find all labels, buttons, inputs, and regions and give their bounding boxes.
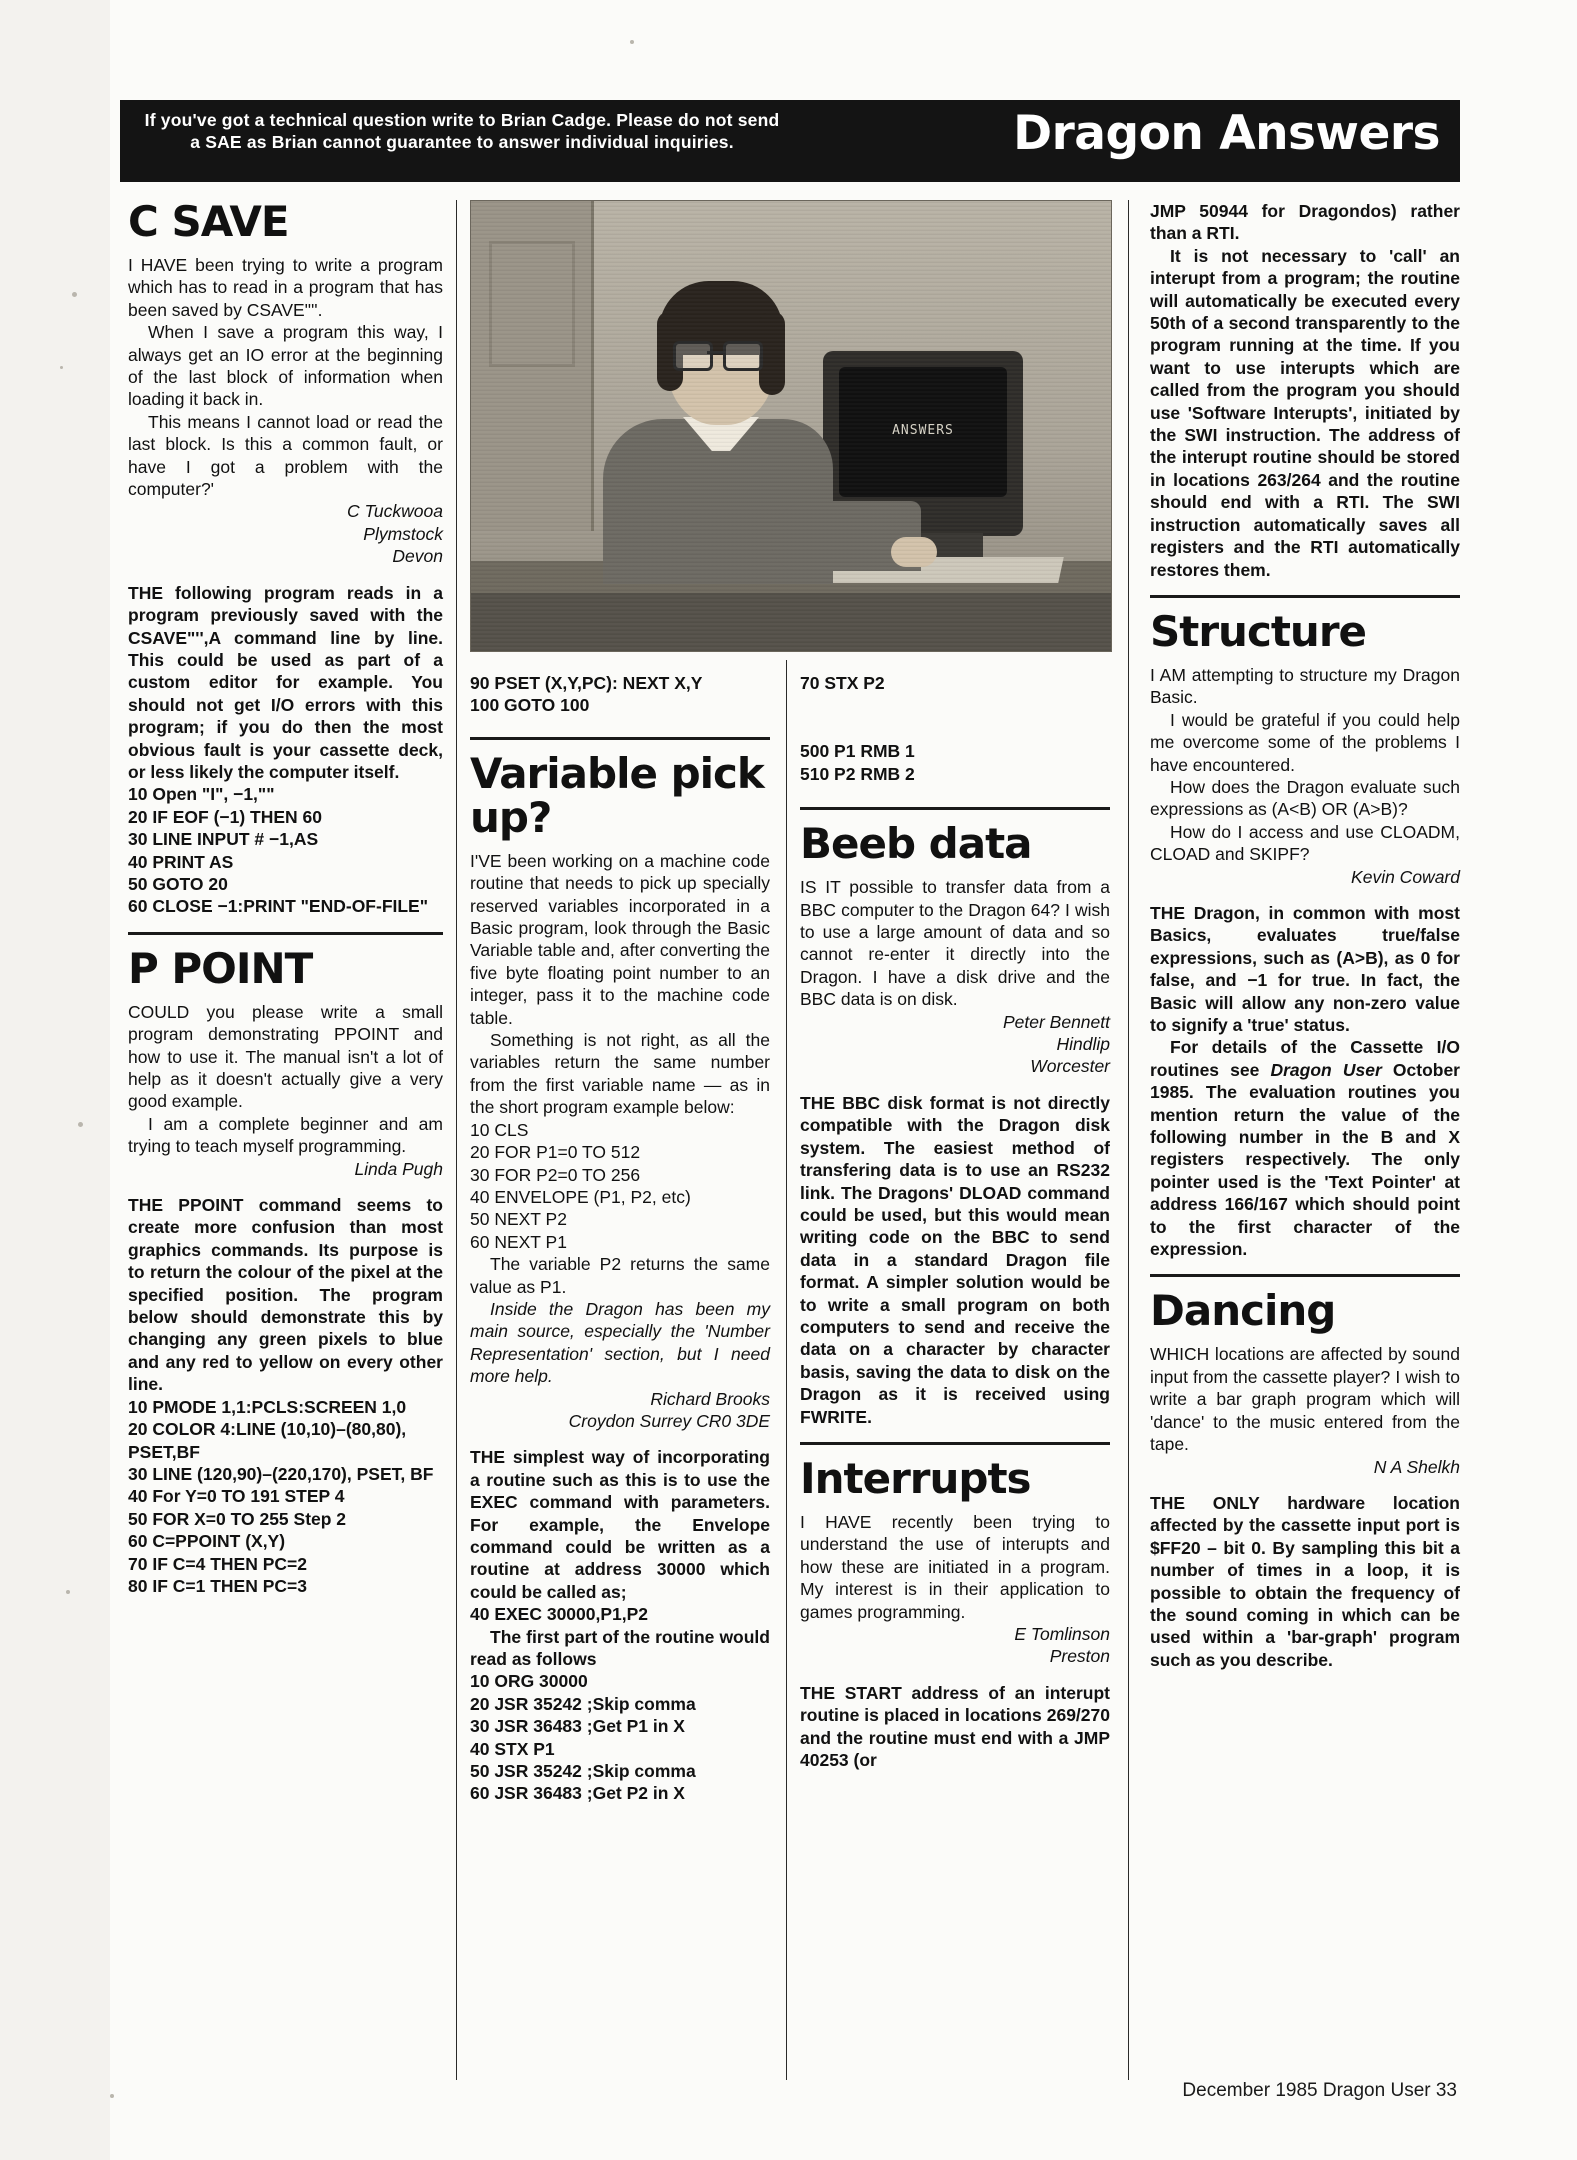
variable-signature-name: Richard Brooks <box>650 1388 770 1409</box>
ppoint-code-line: 50 FOR X=0 TO 255 Step 2 <box>128 1508 347 1529</box>
beeb-signature-town: Hindlip <box>1056 1034 1110 1055</box>
variable-code-line: 50 NEXT P2 <box>470 1209 567 1230</box>
masthead-bar <box>120 100 1460 182</box>
csave-code-line: 60 CLOSE −1:PRINT "END-OF-FILE" <box>128 896 429 917</box>
variable-code-cont: 70 STX P2 <box>800 673 885 693</box>
ppoint-signature: Linda Pugh <box>354 1158 443 1179</box>
column-rule-1 <box>456 200 457 2080</box>
variable-q4: Inside the Dragon has been my main source, especially the 'Number Representation' section, but I need more help. <box>470 1298 770 1387</box>
variable-answer-code: 40 EXEC 30000,P1,P2 <box>470 1604 649 1625</box>
variable-q3: The variable P2 returns the same value as P1. <box>470 1254 770 1297</box>
variable-code2-line: 60 JSR 36483 ;Get P2 in X <box>470 1783 685 1804</box>
ppoint-code-line: 10 PMODE 1,1:PCLS:SCREEN 1,0 <box>128 1396 407 1417</box>
csave-signature-name: C Tuckwooa <box>347 501 443 522</box>
csave-q3: This means I cannot load or read the last block. Is this a common fault, or have I got a problem with the computer?' <box>128 411 443 500</box>
variable-code2-line: 10 ORG 30000 <box>470 1671 588 1692</box>
ppoint-q2: I am a complete beginner and am trying to teach myself programming. <box>128 1113 443 1157</box>
csave-signature-county: Devon <box>392 546 443 567</box>
masthead-note: If you've got a technical question write to Brian Cadge. Please do not send a SAE as Brian cannot guarantee to answer individual inquiries. <box>144 110 780 152</box>
ppoint-code-line: 60 C=PPOINT (X,Y) <box>128 1531 286 1552</box>
variable-code-rmb: 500 P1 RMB 1 <box>800 741 915 762</box>
variable-signature-address: Croydon Surrey CR0 3DE <box>568 1410 770 1431</box>
variable-code2-line: 50 JSR 35242 ;Skip comma <box>470 1761 696 1782</box>
page-left-edge <box>0 0 110 2160</box>
csave-code-line: 10 Open "I", −1,"" <box>128 784 275 805</box>
csave-q1: I HAVE been trying to write a program which has to read in a program that has been saved by CSAVE"''. <box>128 255 443 320</box>
ppoint-answer: THE PPOINT command seems to create more confusion than most graphics commands. Its purpose is to return the colour of the pixel at the specified position. The program below should demonstrate this by changing any green pixels to blue and any red to yellow on every other line. <box>128 1195 443 1395</box>
structure-answer-2 <box>1150 1036 1460 1260</box>
csave-code-line: 20 IF EOF (−1) THEN 60 <box>128 806 323 827</box>
column-two <box>470 672 770 1805</box>
interrupts-signature-name: E Tomlinson <box>1014 1624 1110 1644</box>
article-title-beeb-data: Beeb data <box>800 819 1032 869</box>
interrupts-signature-town: Preston <box>1049 1646 1110 1667</box>
ppoint-code-line: 70 IF C=4 THEN PC=2 <box>128 1553 307 1574</box>
csave-q2: When I save a program this way, I always get an IO error at the beginning of the last block of information when loading it back in. <box>128 322 443 410</box>
interrupts-answer-cont2: It is not necessary to 'call' an interupt from a program; the routine will automatically be executed every 50th of a second transparently to the program running at the time. If you want to use interupts which are called from the program you should use 'Software Interupts', initiated by the SWI instruction. The address of the interupt routine should be stored in locations 263/264 and the routine should end with a RTI. The SWI instruction automatically saves all registers and the RTI automatically restores them. <box>1150 245 1460 580</box>
csave-code-line: 50 GOTO 20 <box>128 873 228 894</box>
beeb-signature-name: Peter Bennett <box>1002 1011 1110 1032</box>
article-title-interrupts: Interrupts <box>800 1453 1031 1503</box>
article-title-structure: Structure <box>1150 606 1367 656</box>
ppoint-code-line: 30 LINE (120,90)–(220,170), PSET, BF <box>128 1463 434 1484</box>
ppoint-code-cont: 90 PSET (X,Y,PC): NEXT X,Y <box>470 673 703 693</box>
column-one <box>128 197 443 1597</box>
column-four <box>1150 200 1460 1671</box>
ppoint-code-line: 40 For Y=0 TO 191 STEP 4 <box>128 1486 345 1507</box>
structure-answer-2-em: Dragon User <box>1270 1059 1382 1080</box>
column-three <box>800 672 1110 1771</box>
variable-code-rmb: 510 P2 RMB 2 <box>800 763 915 784</box>
dancing-q1: WHICH locations are affected by sound input from the cassette player? I wish to write a bar graph program which will 'dance' to the music entered from the tape. <box>1150 1344 1460 1455</box>
variable-code-line: 40 ENVELOPE (P1, P2, etc) <box>470 1186 691 1207</box>
csave-code-line: 40 PRINT AS <box>128 851 234 872</box>
author-photo <box>470 200 1112 652</box>
variable-code2-line: 40 STX P1 <box>470 1738 555 1759</box>
article-title-dancing: Dancing <box>1150 1286 1336 1336</box>
structure-answer-2-pre: For details of the Cassette I/O routines see <box>1150 1037 1460 1080</box>
structure-signature: Kevin Coward <box>1351 866 1460 887</box>
article-title-csave: C SAVE <box>128 197 289 246</box>
variable-q2: Something is not right, as all the variables return the same number from the first variable name — as in the short program example below: <box>470 1030 770 1118</box>
csave-answer: THE following program reads in a program previously saved with the CSAVE"'',A command line by line. This could be used as part of a custom editor for example. You should not get I/O errors with this program; if you do then the most obvious fault is your cassette deck, or less likely the computer itself. <box>128 582 443 782</box>
beeb-signature-county: Worcester <box>1030 1056 1110 1077</box>
beeb-q1: IS IT possible to transfer data from a BBC computer to the Dragon 64? I wish to use a large amount of data and so cannot re-enter it directly into the Dragon. I have a disk drive and the BBC data is on disk. <box>800 877 1110 1010</box>
page-footer: December 1985 Dragon User 33 <box>1182 2080 1457 2101</box>
beeb-answer: THE BBC disk format is not directly compatible with the Dragon disk system. The easiest method of transfering data is to use an RS232 link. The Dragons' DLOAD command could be used, but this would mean writing code on the BBC to send data in a standard Dragon file format. A simpler solution would be to write a small program on both computers to send and receive the data on a character by character basis, saving the data to disk on the Dragon as it is received using FWRITE. <box>800 1092 1110 1427</box>
variable-code-line: 30 FOR P2=0 TO 256 <box>470 1164 641 1185</box>
interrupts-q1: I HAVE recently been trying to understand the use of interupts and how these are initiated in a program. My interest is in their application to games programming. <box>800 1511 1110 1622</box>
structure-q2: I would be grateful if you could help me overcome some of the problems I have encountered. <box>1150 709 1460 775</box>
interrupts-answer: THE START address of an interupt routine is placed in locations 269/270 and the routine must end with a JMP 40253 (or <box>800 1682 1110 1771</box>
interrupts-answer-cont: JMP 50944 for Dragondos) rather than a RTI. <box>1150 201 1460 244</box>
variable-code2-line: 30 JSR 36483 ;Get P1 in X <box>470 1716 685 1737</box>
masthead-title: Dragon Answers <box>1013 106 1440 161</box>
monitor-screen-text: ANSWERS <box>892 423 954 438</box>
column-rule-2 <box>786 660 787 2080</box>
variable-code-line: 60 NEXT P1 <box>470 1231 567 1252</box>
article-title-ppoint: P POINT <box>128 943 313 993</box>
ppoint-q1: COULD you please write a small program demonstrating PPOINT and how to use it. The manual isn't a lot of help as it doesn't actually give a very good example. <box>128 1001 443 1112</box>
variable-answer: THE simplest way of incorporating a routine such as this is to use the EXEC command with parameters. For example, the Envelope command could be written as a routine at address 30000 which could be called as; <box>470 1447 770 1602</box>
column-rule-3 <box>1128 200 1129 2080</box>
ppoint-code-cont: 100 GOTO 100 <box>470 695 590 716</box>
variable-code-line: 10 CLS <box>470 1119 529 1140</box>
ppoint-code-line: 20 COLOR 4:LINE (10,10)–(80,80), PSET,BF <box>128 1419 407 1462</box>
dancing-signature: N A Shelkh <box>1373 1456 1460 1477</box>
variable-code-line: 20 FOR P1=0 TO 512 <box>470 1142 641 1163</box>
variable-answer-2: The first part of the routine would read as follows <box>470 1626 770 1670</box>
dancing-answer: THE ONLY hardware location affected by the cassette input port is $FF20 – bit 0. By sampling this bit a number of times in a loop, it is possible to obtain the frequency of the sound coming in which can be used within a 'bar-graph' program such as you describe. <box>1150 1492 1460 1670</box>
structure-answer: THE Dragon, in common with most Basics, evaluates true/false expressions, such as (A>B), as 0 for false, and −1 for true. In fact, the Basic will allow any non-zero value to signify a 'true' status. <box>1150 902 1460 1035</box>
csave-signature-town: Plymstock <box>363 523 443 544</box>
structure-q3: How does the Dragon evaluate such expressions as (A<B) OR (A>B)? <box>1150 776 1460 820</box>
structure-answer-2-post: October 1985. The evaluation routines you mention return the value of the following number in the B and X registers respectively. The only pointer used is the 'Text Pointer' at address 166/167 which should point to the first character of the expression. <box>1150 1059 1460 1260</box>
csave-code-line: 30 LINE INPUT # −1,AS <box>128 829 319 850</box>
variable-code2-line: 20 JSR 35242 ;Skip comma <box>470 1693 696 1714</box>
variable-q1: I'VE been working on a machine code routine that needs to pick up specially reserved variables incorporated in a Basic program, look through the Basic Variable table and, after converting the five byte floating point number to an integer, pass it to the machine code table. <box>470 850 770 1028</box>
ppoint-code-line: 80 IF C=1 THEN PC=3 <box>128 1575 307 1596</box>
article-title-variable-pick-up: Variable pick up? <box>470 748 764 842</box>
structure-q1: I AM attempting to structure my Dragon Basic. <box>1150 664 1460 708</box>
structure-q4: How do I access and use CLOADM, CLOAD and SKIPF? <box>1150 821 1460 865</box>
